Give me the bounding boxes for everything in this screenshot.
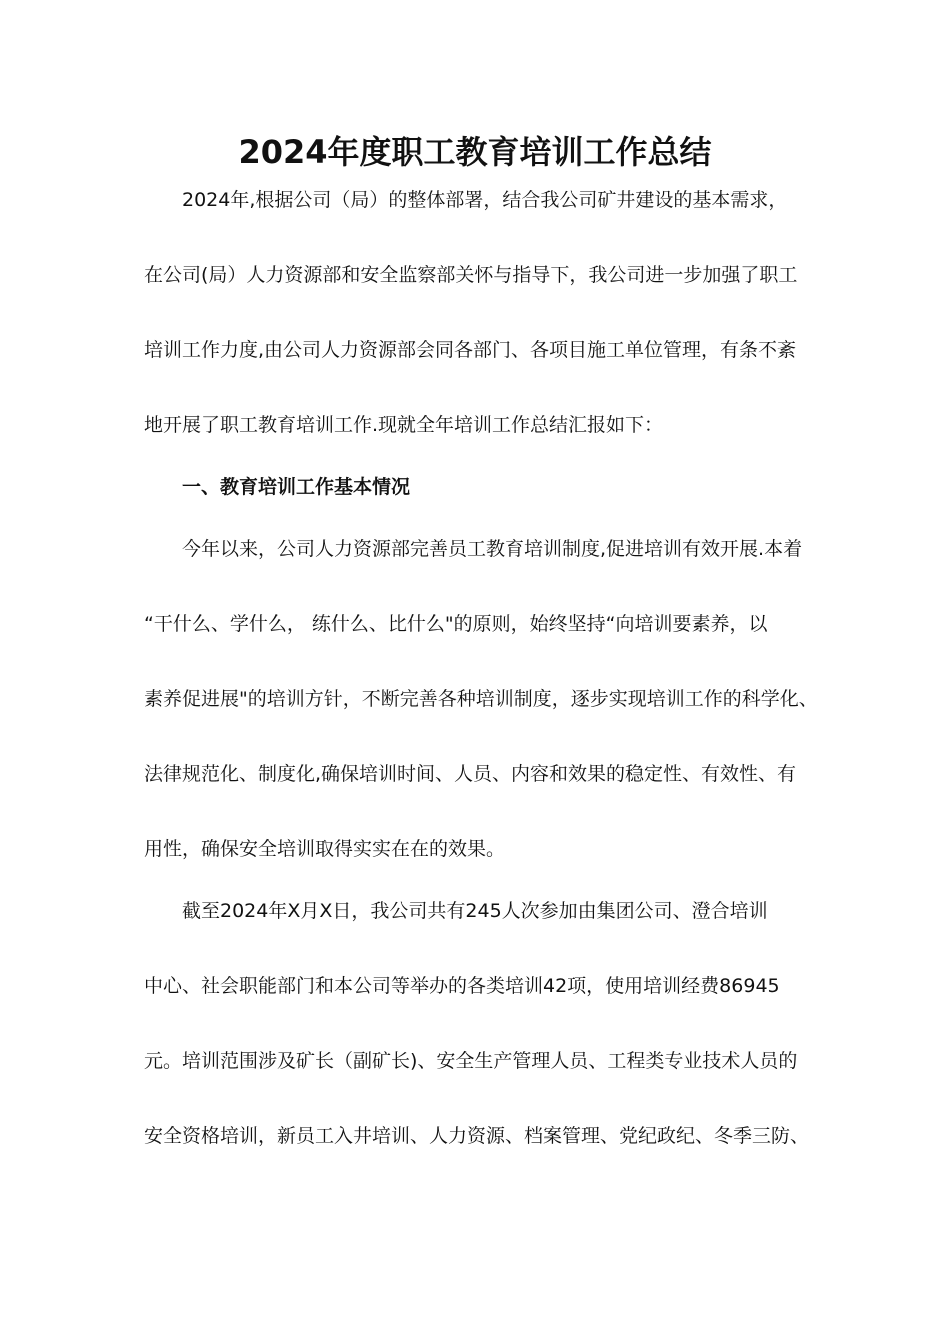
paragraph-intro-line-3: 培训工作力度,由公司人力资源部会同各部门、各项目施工单位管理，有条不紊 (144, 339, 797, 361)
paragraph-intro-line-2: 在公司(局）人力资源部和安全监察部关怀与指导下，我公司进一步加强了职工 (144, 264, 798, 286)
paragraph-stats-line-3: 元。培训范围涉及矿长（副矿长)、安全生产管理人员、工程类专业技术人员的 (144, 1050, 798, 1072)
paragraph-overview-line-2: “干什么、学什么， 练什么、比什么"的原则，始终坚持“向培训要素养，以 (144, 613, 768, 635)
paragraph-stats-line-4: 安全资格培训，新员工入井培训、人力资源、档案管理、党纪政纪、冬季三防、 (144, 1125, 810, 1147)
paragraph-stats-line-2: 中心、社会职能部门和本公司等举办的各类培训42项，使用培训经费86945 (144, 975, 780, 997)
section-heading: 一、教育培训工作基本情况 (182, 476, 411, 498)
paragraph-overview-line-3: 素养促进展"的培训方针，不断完善各种培训制度，逐步实现培训工作的科学化、 (144, 688, 818, 710)
paragraph-overview-line-1: 今年以来，公司人力资源部完善员工教育培训制度,促进培训有效开展.本着 (182, 538, 803, 560)
paragraph-intro-line-4: 地开展了职工教育培训工作.现就全年培训工作总结汇报如下： (144, 414, 664, 436)
paragraph-intro-line-1: 2024年,根据公司（局）的整体部署，结合我公司矿井建设的基本需求， (182, 189, 788, 211)
paragraph-stats-line-1: 截至2024年X月X日，我公司共有245人次参加由集团公司、澄合培训 (182, 900, 768, 922)
paragraph-overview-line-4: 法律规范化、制度化,确保培训时间、人员、内容和效果的稳定性、有效性、有 (144, 763, 797, 785)
document-title: 2024年度职工教育培训工作总结 (238, 133, 712, 171)
paragraph-overview-line-5: 用性，确保安全培训取得实实在在的效果。 (144, 838, 506, 860)
